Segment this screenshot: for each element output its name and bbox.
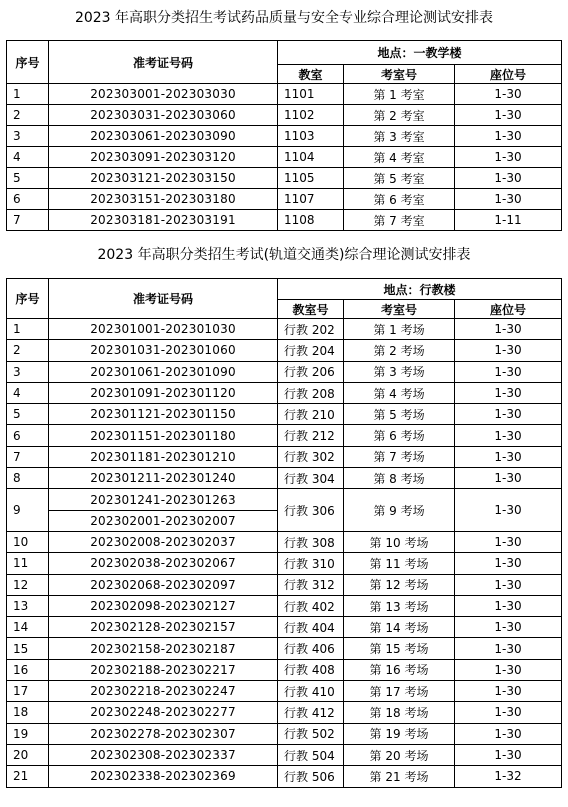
- table-row: [7, 425, 562, 446]
- row-exam-room: 第 3 考室: [344, 126, 455, 147]
- table-row: [7, 702, 562, 723]
- row-seat: 1-30: [455, 489, 562, 532]
- row-room: 1103: [278, 126, 344, 147]
- row-ticket: 202301121-202301150: [49, 404, 278, 425]
- header-seq: 序号: [7, 41, 49, 84]
- row-exam-room: 第 2 考场: [344, 340, 455, 361]
- header-exam-room: 考室号: [344, 300, 455, 319]
- row-ticket: 202302308-202302337: [49, 744, 278, 765]
- row-seq: 5: [7, 404, 49, 425]
- row-seat: 1-30: [455, 617, 562, 638]
- row-seat: 1-30: [455, 126, 562, 147]
- row-room: 行教 408: [278, 659, 344, 680]
- header-seq: 序号: [7, 279, 49, 319]
- row-ticket: 202302038-202302067: [49, 553, 278, 574]
- row-exam-room: 第 6 考室: [344, 189, 455, 210]
- exam-schedule-table-rail: [6, 278, 562, 788]
- row-seat: 1-30: [455, 105, 562, 126]
- row-exam-room: 第 9 考场: [344, 489, 455, 532]
- row-seq: 6: [7, 425, 49, 446]
- row-seq: 2: [7, 105, 49, 126]
- row-ticket: 202302218-202302247: [49, 681, 278, 702]
- table-row: [7, 105, 562, 126]
- row-room: 行教 312: [278, 574, 344, 595]
- row-exam-room: 第 7 考场: [344, 446, 455, 467]
- row-exam-room: 第 4 考室: [344, 147, 455, 168]
- row-exam-room: 第 11 考场: [344, 553, 455, 574]
- row-ticket: 202301241-202301263: [49, 489, 278, 510]
- table-row: [7, 595, 562, 616]
- table-row: [7, 340, 562, 361]
- row-room: 行教 502: [278, 723, 344, 744]
- header-room: 教室号: [278, 300, 344, 319]
- row-seq: 7: [7, 446, 49, 467]
- table-row: [7, 361, 562, 382]
- row-room: 行教 204: [278, 340, 344, 361]
- row-exam-room: 第 12 考场: [344, 574, 455, 595]
- row-seat: 1-30: [455, 553, 562, 574]
- row-ticket: 202302278-202302307: [49, 723, 278, 744]
- row-seat: 1-30: [455, 319, 562, 340]
- row-seat: 1-32: [455, 766, 562, 787]
- row-exam-room: 第 4 考场: [344, 382, 455, 403]
- row-room: 行教 310: [278, 553, 344, 574]
- row-ticket: 202302068-202302097: [49, 574, 278, 595]
- table-row: [7, 84, 562, 105]
- row-ticket: 202301151-202301180: [49, 425, 278, 446]
- row-room: 行教 308: [278, 531, 344, 552]
- row-seq: 7: [7, 210, 49, 231]
- row-ticket: 202303031-202303060: [49, 105, 278, 126]
- row-seat: 1-30: [455, 659, 562, 680]
- row-exam-room: 第 19 考场: [344, 723, 455, 744]
- table1-title: 2023 年高职分类招生考试药品质量与安全专业综合理论测试安排表: [74, 10, 494, 26]
- row-seq: 18: [7, 702, 49, 723]
- table-row: [7, 147, 562, 168]
- row-seq: 3: [7, 126, 49, 147]
- table-row: [7, 210, 562, 231]
- row-exam-room: 第 13 考场: [344, 595, 455, 616]
- row-exam-room: 第 3 考场: [344, 361, 455, 382]
- row-ticket: 202303121-202303150: [49, 168, 278, 189]
- row-room: 1102: [278, 105, 344, 126]
- row-room: 行教 304: [278, 468, 344, 489]
- row-exam-room: 第 5 考场: [344, 404, 455, 425]
- row-exam-room: 第 15 考场: [344, 638, 455, 659]
- table-row: [7, 489, 562, 510]
- table-row: [7, 319, 562, 340]
- row-seat: 1-30: [455, 84, 562, 105]
- row-exam-room: 第 6 考场: [344, 425, 455, 446]
- row-seq: 21: [7, 766, 49, 787]
- row-ticket: 202303061-202303090: [49, 126, 278, 147]
- row-room: 行教 206: [278, 361, 344, 382]
- table-row: [7, 638, 562, 659]
- row-seat: 1-30: [455, 446, 562, 467]
- row-seat: 1-30: [455, 702, 562, 723]
- row-seat: 1-30: [455, 340, 562, 361]
- row-ticket: 202302098-202302127: [49, 595, 278, 616]
- row-seq: 10: [7, 531, 49, 552]
- row-seat: 1-30: [455, 404, 562, 425]
- row-ticket: 202303001-202303030: [49, 84, 278, 105]
- row-room: 行教 402: [278, 595, 344, 616]
- row-ticket: 202302248-202302277: [49, 702, 278, 723]
- table-row: [7, 681, 562, 702]
- table-row: [7, 744, 562, 765]
- header-location: 地点：一教学楼: [278, 41, 562, 65]
- row-exam-room: 第 5 考室: [344, 168, 455, 189]
- row-ticket: 202301001-202301030: [49, 319, 278, 340]
- row-seq: 20: [7, 744, 49, 765]
- table-row: [7, 723, 562, 744]
- row-ticket: 202302001-202302007: [49, 510, 278, 531]
- row-exam-room: 第 18 考场: [344, 702, 455, 723]
- row-seq: 19: [7, 723, 49, 744]
- row-ticket: 202302158-202302187: [49, 638, 278, 659]
- row-room: 行教 406: [278, 638, 344, 659]
- table-row: [7, 531, 562, 552]
- row-seq: 3: [7, 361, 49, 382]
- row-room: 行教 212: [278, 425, 344, 446]
- row-seat: 1-30: [455, 168, 562, 189]
- header-room: 教室: [278, 65, 344, 84]
- row-exam-room: 第 1 考场: [344, 319, 455, 340]
- header-seat: 座位号: [455, 300, 562, 319]
- row-exam-room: 第 1 考室: [344, 84, 455, 105]
- row-seat: 1-30: [455, 723, 562, 744]
- header-exam-room: 考室号: [344, 65, 455, 84]
- row-seat: 1-30: [455, 189, 562, 210]
- row-ticket: 202301091-202301120: [49, 382, 278, 403]
- row-seq: 8: [7, 468, 49, 489]
- row-exam-room: 第 10 考场: [344, 531, 455, 552]
- row-room: 行教 404: [278, 617, 344, 638]
- header-ticket: 准考证号码: [49, 41, 278, 84]
- row-seat: 1-30: [455, 744, 562, 765]
- row-seat: 1-30: [455, 638, 562, 659]
- table-row: [7, 168, 562, 189]
- row-ticket: 202302338-202302369: [49, 766, 278, 787]
- row-ticket: 202302188-202302217: [49, 659, 278, 680]
- row-ticket: 202303181-202303191: [49, 210, 278, 231]
- table-row: [7, 659, 562, 680]
- row-ticket: 202303091-202303120: [49, 147, 278, 168]
- row-exam-room: 第 16 考场: [344, 659, 455, 680]
- row-seq: 17: [7, 681, 49, 702]
- row-room: 行教 210: [278, 404, 344, 425]
- row-room: 行教 202: [278, 319, 344, 340]
- row-ticket: 202301181-202301210: [49, 446, 278, 467]
- table-row: [7, 574, 562, 595]
- table-row: [7, 468, 562, 489]
- row-seq: 14: [7, 617, 49, 638]
- row-ticket: 202301031-202301060: [49, 340, 278, 361]
- row-seat: 1-30: [455, 681, 562, 702]
- row-room: 1107: [278, 189, 344, 210]
- row-seq: 12: [7, 574, 49, 595]
- row-room: 1104: [278, 147, 344, 168]
- table2-title: 2023 年高职分类招生考试(轨道交通类)综合理论测试安排表: [97, 247, 471, 263]
- row-room: 1105: [278, 168, 344, 189]
- row-exam-room: 第 2 考室: [344, 105, 455, 126]
- table-row: [7, 617, 562, 638]
- row-ticket: 202301061-202301090: [49, 361, 278, 382]
- row-exam-room: 第 21 考场: [344, 766, 455, 787]
- row-seat: 1-30: [455, 361, 562, 382]
- row-seq: 6: [7, 189, 49, 210]
- row-ticket: 202302128-202302157: [49, 617, 278, 638]
- row-seat: 1-30: [455, 574, 562, 595]
- table-row: [7, 382, 562, 403]
- row-seat: 1-30: [455, 425, 562, 446]
- row-seq: 15: [7, 638, 49, 659]
- header-ticket: 准考证号码: [49, 279, 278, 319]
- header-seat: 座位号: [455, 65, 562, 84]
- row-seq: 1: [7, 319, 49, 340]
- row-room: 行教 412: [278, 702, 344, 723]
- row-seq: 1: [7, 84, 49, 105]
- row-room: 行教 410: [278, 681, 344, 702]
- row-room: 1108: [278, 210, 344, 231]
- row-seat: 1-30: [455, 595, 562, 616]
- row-room: 行教 504: [278, 744, 344, 765]
- row-ticket: 202301211-202301240: [49, 468, 278, 489]
- table-row: [7, 189, 562, 210]
- row-seat: 1-30: [455, 468, 562, 489]
- row-seq: 13: [7, 595, 49, 616]
- row-seq: 11: [7, 553, 49, 574]
- row-seq: 4: [7, 382, 49, 403]
- table-row: [7, 126, 562, 147]
- row-exam-room: 第 17 考场: [344, 681, 455, 702]
- row-exam-room: 第 20 考场: [344, 744, 455, 765]
- row-exam-room: 第 7 考室: [344, 210, 455, 231]
- row-seq: 9: [7, 489, 49, 532]
- row-seat: 1-30: [455, 147, 562, 168]
- row-room: 行教 208: [278, 382, 344, 403]
- row-room: 行教 506: [278, 766, 344, 787]
- row-seat: 1-11: [455, 210, 562, 231]
- row-seq: 2: [7, 340, 49, 361]
- row-ticket: 202302008-202302037: [49, 531, 278, 552]
- row-seat: 1-30: [455, 382, 562, 403]
- row-seat: 1-30: [455, 531, 562, 552]
- row-ticket: 202303151-202303180: [49, 189, 278, 210]
- table-row: [7, 446, 562, 467]
- table-row: [7, 553, 562, 574]
- table-row: [7, 766, 562, 787]
- header-location: 地点：行教楼: [278, 279, 562, 300]
- row-room: 1101: [278, 84, 344, 105]
- row-room: 行教 302: [278, 446, 344, 467]
- exam-schedule-table-pharmacy: [6, 40, 562, 231]
- row-room: 行教 306: [278, 489, 344, 532]
- row-seq: 16: [7, 659, 49, 680]
- row-exam-room: 第 14 考场: [344, 617, 455, 638]
- row-exam-room: 第 8 考场: [344, 468, 455, 489]
- row-seq: 4: [7, 147, 49, 168]
- table-row: [7, 404, 562, 425]
- row-seq: 5: [7, 168, 49, 189]
